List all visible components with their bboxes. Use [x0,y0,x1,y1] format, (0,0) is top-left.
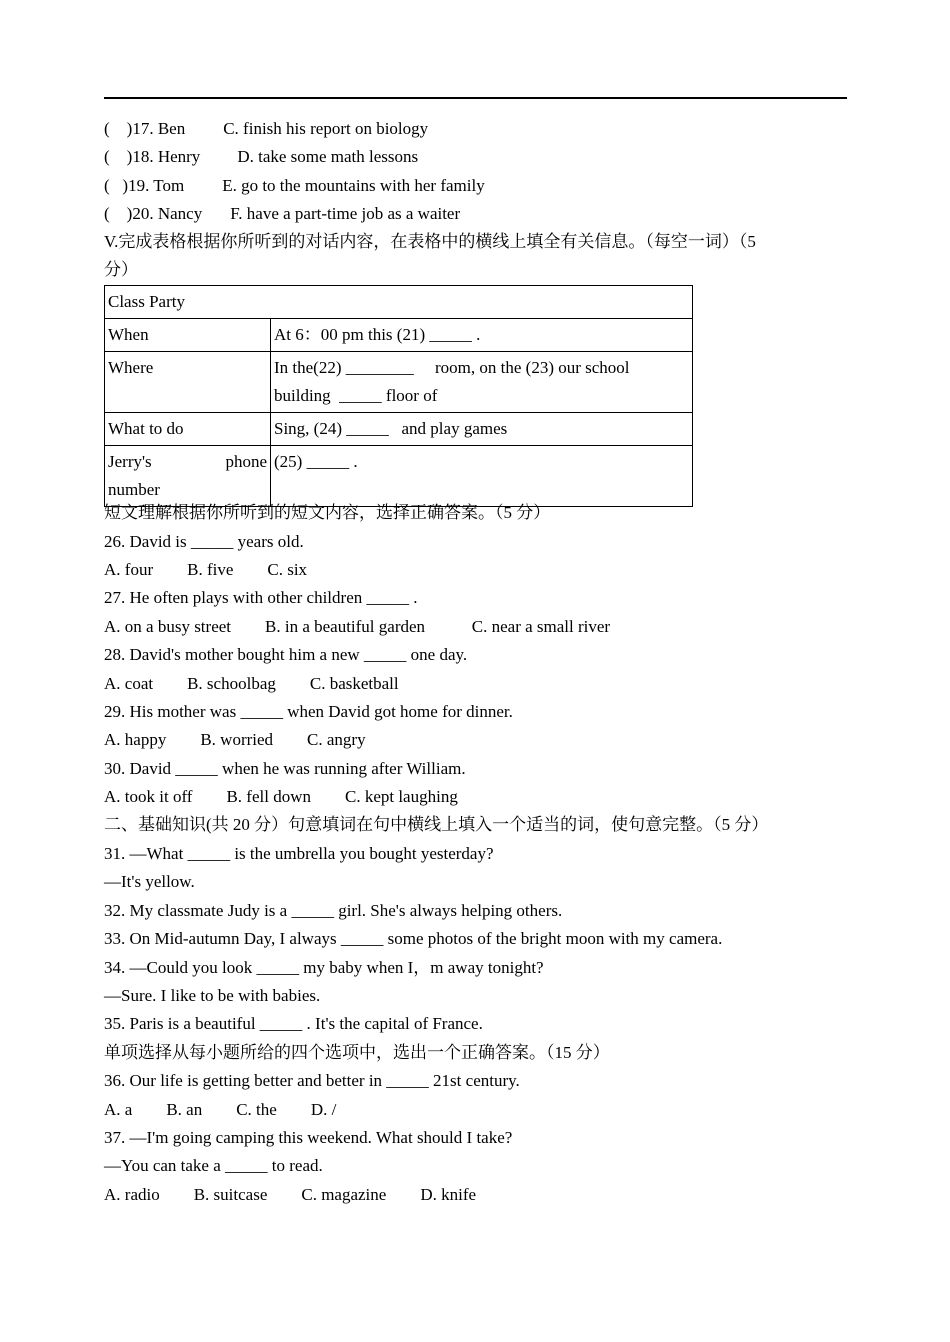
options-29: A. happy B. worried C. angry [104,730,366,749]
answer-37: —You can take a _____ to read. [104,1156,323,1175]
table-row [105,319,693,352]
question-34: 34. ―Could you look _____ my baby when I，m away tonight? [104,958,544,977]
matching-option: C. finish his report on biology [223,119,429,138]
table-title: Class Party [105,286,693,319]
question-29: 29. His mother was _____ when David got home for dinner. [104,702,513,721]
answer-34: ―Sure. I like to be with babies. [104,986,321,1005]
part-2-heading: 二、基础知识(共 20 分）句意填词在句中横线上填入一个适当的词，使句意完整。（5 分） [104,815,769,834]
options-27: A. on a busy street B. in a beautiful garden C. near a small river [104,617,611,636]
answer-paren: ( ) [104,204,133,223]
matching-option: F. have a part-time job as a waiter [230,204,461,223]
header-rule [104,97,847,99]
table-label: When [105,319,271,352]
matching-name: 17. Ben [132,119,186,138]
class-party-table [104,285,693,507]
table-row [105,352,693,413]
section-5-heading-cont: 分） [104,260,138,279]
section-5-heading: V.完成表格根据你所听到的对话内容，在表格中的横线上填全有关信息。（每空一词）（5 [104,232,756,251]
question-31: 31. ―What _____ is the umbrella you bought yesterday? [104,844,494,863]
answer-31: ―It's yellow. [104,872,195,891]
matching-name: 20. Nancy [132,204,203,223]
options-26: A. four B. five C. six [104,560,308,579]
table-label: Where [105,352,271,413]
matching-item-20 [104,203,460,225]
table-value-line: building _____ floor of [274,386,438,405]
options-37: A. radio B. suitcase C. magazine D. knife [104,1185,477,1204]
table-label-line: number [108,480,160,499]
table-value: Sing, (24) _____ and play games [271,413,693,446]
options-36: A. a B. an C. the D. / [104,1100,337,1119]
table-row [105,413,693,446]
table-value: (25) _____ . [271,446,693,507]
question-33: 33. On Mid-autumn Day, I always _____ some photos of the bright moon with my camera. [104,929,723,948]
table-row [105,286,693,319]
matching-name: 19. Tom [128,176,185,195]
matching-item-17 [104,118,428,140]
question-35: 35. Paris is a beautiful _____ . It's the capital of France. [104,1014,483,1033]
options-28: A. coat B. schoolbag C. basketball [104,674,399,693]
table-label-line [108,448,267,476]
table-value [271,352,693,413]
answer-paren: ( ) [104,119,133,138]
matching-item-19 [104,175,485,197]
question-32: 32. My classmate Judy is a _____ girl. She's always helping others. [104,901,563,920]
matching-item-18 [104,146,418,168]
table-label-word: phone [225,452,267,471]
table-value: At 6：00 pm this (21) _____ . [271,319,693,352]
answer-paren: ( ) [104,147,133,166]
choice-heading: 单项选择从每小题所给的四个选项中，选出一个正确答案。（15 分） [104,1043,610,1062]
matching-option: E. go to the mountains with her family [222,176,485,195]
table-label: What to do [105,413,271,446]
question-37: 37. ―I'm going camping this weekend. What should I take? [104,1128,513,1147]
question-36: 36. Our life is getting better and better in _____ 21st century. [104,1071,520,1090]
listening-heading: 短文理解根据你所听到的短文内容，选择正确答案。（5 分） [104,503,551,522]
table-row [105,446,693,507]
table-label [105,446,271,507]
question-30: 30. David _____ when he was running after William. [104,759,466,778]
matching-option: D. take some math lessons [237,147,419,166]
table-label-word: Jerry's [108,452,152,471]
answer-paren: ( ) [104,176,129,195]
question-26: 26. David is _____ years old. [104,532,304,551]
question-27: 27. He often plays with other children _____ . [104,588,418,607]
table-value-line: In the(22) ________ room, on the (23) our school [274,358,630,377]
options-30: A. took it off B. fell down C. kept laughing [104,787,458,806]
matching-name: 18. Henry [132,147,201,166]
question-28: 28. David's mother bought him a new _____ one day. [104,645,468,664]
